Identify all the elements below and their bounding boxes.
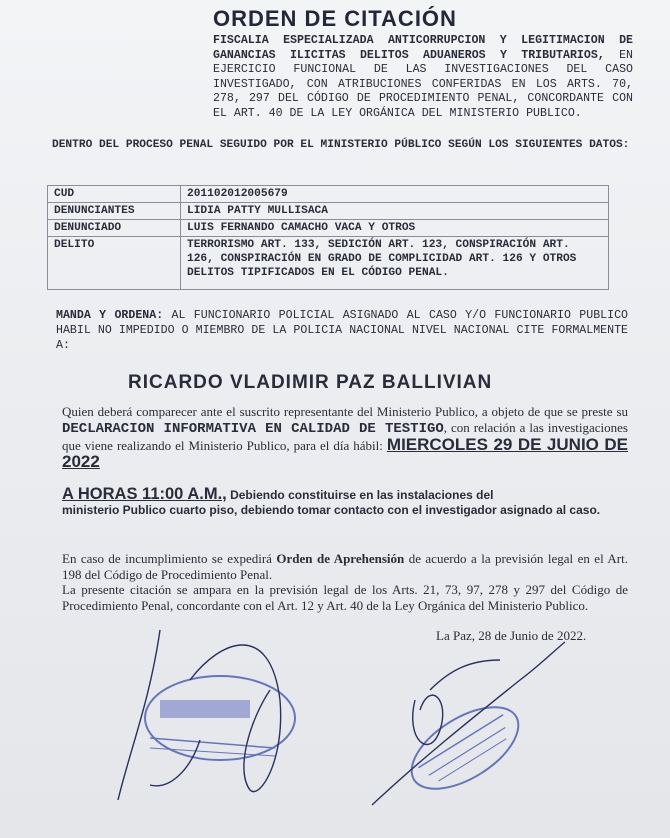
document-title: ORDEN DE CITACIÓN [213, 6, 457, 31]
warning-1-bold: Orden de Aprehensión [276, 551, 405, 566]
declaration-type: DECLARACION INFORMATIVA EN CALIDAD DE TESTIGO [62, 421, 444, 437]
citation-text-a: Quien deberá comparecer ante el suscrito representante del Ministerio Publico, a objeto de que se preste su [62, 404, 628, 419]
manda-rest: AL FUNCIONARIO POLICIAL ASIGNADO AL CASO Y/O FUNCIONARIO PUBLICO HABIL NO IMPEDIDO O MIEMBRO DE LA POLICIA NACIONAL NIVEL NACIONAL CITE FORMALMENTE A: [56, 309, 628, 352]
left-stamp [145, 676, 295, 760]
intro-bold: FISCALIA ESPECIALIZADA ANTICORRUPCION Y LEGITIMACION DE GANANCIAS ILICITAS DELITOS ADUANEROS Y TRIBUTARIOS, [213, 34, 633, 62]
delito-label: DELITO [48, 237, 181, 290]
intro-rest: EN EJERCICIO FUNCIONAL DE LAS INVESTIGACIONES DEL CASO INVESTIGADO, CON ATRIBUCIONES CONFERIDAS EN LOS ARTS. 70, 278, 297 DEL CÓDIGO DE PROCEDIMIENTO PENAL, CONCORDANTE CON EL ART. 40 DE LA LEY ORGÁNICA DEL MINISTERIO PUBLICO. [213, 48, 634, 120]
denunciado-label: DENUNCIADO [48, 220, 181, 237]
citation-text-b: , con relación a las investigaciones que viene realizando el Ministerio Publico, para el día hábil: [62, 420, 628, 453]
denunciantes-label: DENUNCIANTES [48, 203, 181, 220]
cud-label: CUD [48, 186, 181, 203]
warning-1-b: de acuerdo a la previsión legal en el Art. 198 del Código de Procedimiento Penal. [62, 551, 628, 582]
denunciado-value: LUIS FERNANDO CAMACHO VACA Y OTROS [181, 220, 609, 237]
denunciantes-value: LIDIA PATTY MULLISACA [181, 203, 609, 220]
warning-2: La presente citación se ampara en la previsión legal de los Arts. 21, 73, 97, 278 y 297 del Código de Procedimiento Penal, concordante con el Art. 12 y Art. 40 de la Ley Orgánica del Ministerio Publico. [62, 582, 628, 613]
hours-after-text: Debiendo constituirse en las instalaciones del [226, 488, 494, 502]
delito-value: TERRORISMO ART. 133, SEDICIÓN ART. 123, CONSPIRACIÓN ART. 126, CONSPIRACIÓN EN GRADO DE COMPLICIDAD ART. 126 Y OTROS DELITOS TIPIFICADOS EN EL CÓDIGO PENAL. [181, 237, 609, 290]
process-heading: DENTRO DEL PROCESO PENAL SEGUIDO POR EL MINISTERIO PÚBLICO SEGÚN LOS SIGUIENTES DATOS: [52, 139, 630, 151]
manda-bold: MANDA Y ORDENA: [56, 309, 164, 322]
cited-person-name: RICARDO VLADIMIR PAZ BALLIVIAN [128, 372, 493, 393]
place-date: La Paz, 28 de Junio de 2022. [436, 628, 587, 643]
citation-hours: A HORAS 11:00 A.M., [62, 485, 227, 503]
cud-value: 201102012005679 [181, 186, 609, 203]
citation-date: MIERCOLES 29 DE JUNIO DE 2022 [62, 435, 628, 471]
right-stamp [398, 691, 532, 805]
location-instructions: ministerio Publico cuarto piso, debiendo tomar contacto con el investigador asignado al caso. [62, 503, 601, 517]
warning-1-a: En caso de incumplimiento se expedirá [62, 551, 277, 566]
